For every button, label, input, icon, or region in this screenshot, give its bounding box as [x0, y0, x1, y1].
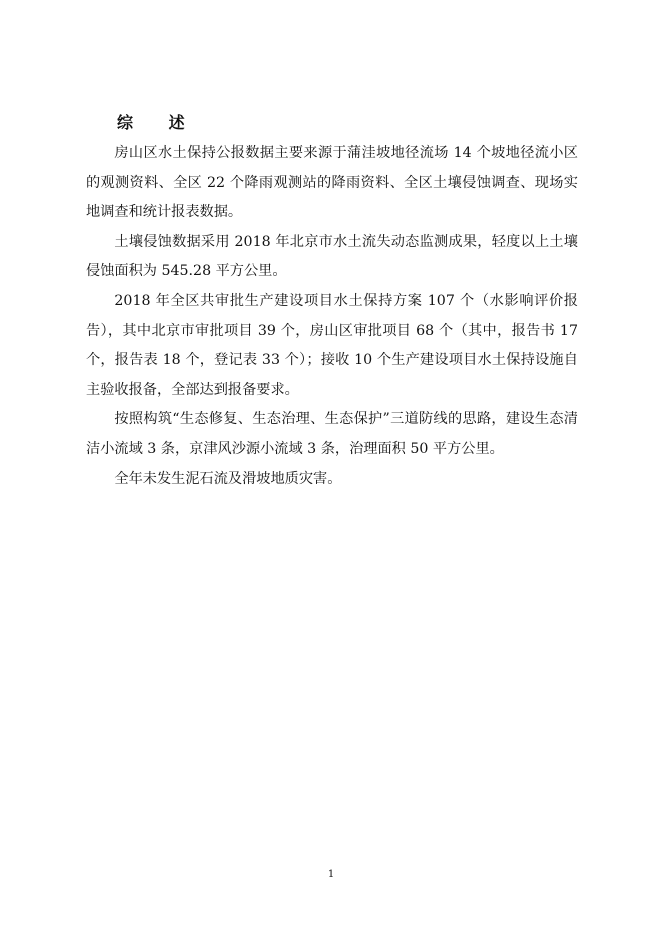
paragraph-project-approvals: 2018 年全区共审批生产建设项目水土保持方案 107 个（水影响评价报告），其中北京市审批项目 39 个，房山区审批项目 68 个（其中，报告书 17 个，报告表 18 个，登记表 33 个）；接收 10 个生产建设项目水土保持设施自主验收报备，全部达到报备要求。	[86, 292, 578, 398]
paragraph-geological-disasters: 全年未发生泥石流及滑坡地质灾害。	[114, 470, 342, 487]
section-body	[86, 139, 578, 494]
paragraph-data-sources: 房山区水土保持公报数据主要来源于蒲洼坡地径流场 14 个坡地径流小区的观测资料、全区 22 个降雨观测站的降雨资料、全区土壤侵蚀调查、现场实地调查和统计报表数据。	[86, 145, 578, 221]
section-title: 综 述	[117, 113, 200, 132]
paragraph-soil-erosion: 土壤侵蚀数据采用 2018 年北京市水土流失动态监测成果，轻度以上土壤侵蚀面积为 545.28 平方公里。	[86, 233, 578, 280]
page-number: 1	[327, 869, 335, 880]
paragraph-ecological-defense: 按照构筑“生态修复、生态治理、生态保护”三道防线的思路，建设生态清洁小流域 3 条，京津风沙源小流域 3 条，治理面积 50 平方公里。	[86, 411, 578, 457]
